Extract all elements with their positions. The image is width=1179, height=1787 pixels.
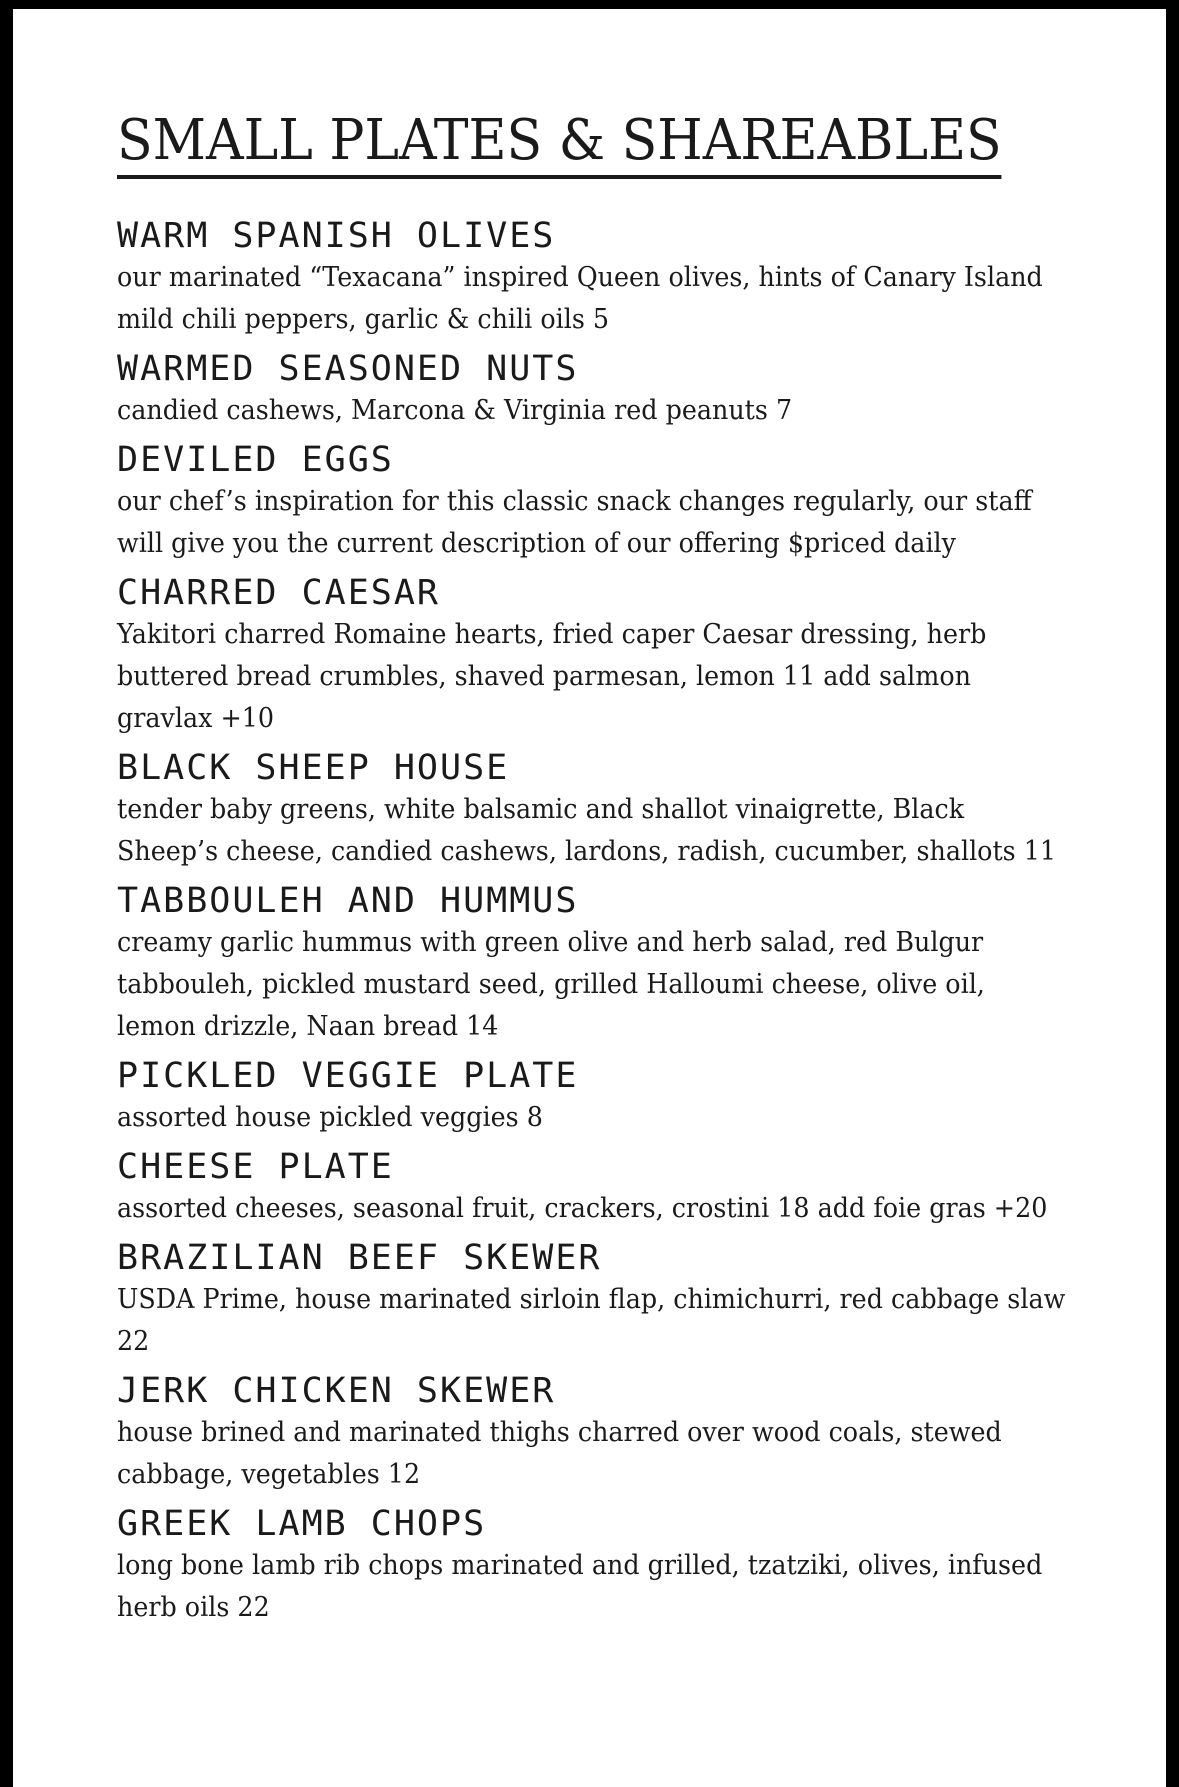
menu-item-description: creamy garlic hummus with green olive and herb salad, red Bulgur tabbouleh, pickled mustard seed, grilled Halloumi cheese, olive oil, lemon drizzle, Naan bread 14: [117, 927, 985, 1042]
menu-content: [117, 109, 1077, 1636]
menu-item: [117, 1237, 1077, 1363]
menu-item-description: Yakitori charred Romaine hearts, fried caper Caesar dressing, herb buttered bread crumbles, shaved parmesan, lemon 11 add salmon gravlax +10: [117, 619, 987, 734]
menu-item: [117, 1370, 1077, 1496]
menu-item: [117, 747, 1077, 873]
menu-item-name: CHEESE PLATE: [117, 1147, 394, 1187]
menu-item: [117, 880, 1077, 1048]
menu-item-description: long bone lamb rib chops marinated and grilled, tzatziki, olives, infused herb oils 22: [117, 1550, 1043, 1623]
menu-item-description: house brined and marinated thighs charred over wood coals, stewed cabbage, vegetables 12: [117, 1417, 1002, 1490]
menu-item-description: our chef’s inspiration for this classic snack changes regularly, our staff will give you the current description of our offering $priced daily: [117, 486, 1032, 559]
menu-item: [117, 572, 1077, 740]
menu-item: [117, 439, 1077, 565]
menu-item: [117, 1055, 1077, 1139]
menu-item-name: PICKLED VEGGIE PLATE: [117, 1056, 579, 1096]
menu-item-name: CHARRED CAESAR: [117, 573, 441, 613]
menu-item: [117, 348, 1077, 432]
menu-item-name: TABBOULEH AND HUMMUS: [117, 881, 579, 921]
menu-item-name: JERK CHICKEN SKEWER: [117, 1371, 556, 1411]
menu-item-description: assorted cheeses, seasonal fruit, crackers, crostini 18 add foie gras +20: [117, 1193, 1048, 1224]
menu-item-name: BRAZILIAN BEEF SKEWER: [117, 1238, 602, 1278]
menu-item-description: USDA Prime, house marinated sirloin flap, chimichurri, red cabbage slaw 22: [117, 1284, 1066, 1357]
menu-item-name: WARMED SEASONED NUTS: [117, 349, 579, 389]
menu-item-description: our marinated “Texacana” inspired Queen olives, hints of Canary Island mild chili peppers, garlic & chili oils 5: [117, 262, 1043, 335]
menu-item-name: GREEK LAMB CHOPS: [117, 1504, 487, 1544]
menu-item: [117, 215, 1077, 341]
menu-item: [117, 1503, 1077, 1629]
menu-item-name: BLACK SHEEP HOUSE: [117, 748, 510, 788]
menu-item: [117, 1146, 1077, 1230]
menu-item-description: assorted house pickled veggies 8: [117, 1102, 543, 1133]
menu-item-name: DEVILED EGGS: [117, 440, 394, 480]
menu-page: [13, 9, 1166, 1787]
menu-item-name: WARM SPANISH OLIVES: [117, 216, 556, 256]
menu-items: [117, 215, 1077, 1629]
menu-item-description: tender baby greens, white balsamic and shallot vinaigrette, Black Sheep’s cheese, candied cashews, lardons, radish, cucumber, shallots 11: [117, 794, 1057, 867]
menu-title: SMALL PLATES & SHAREABLES: [117, 109, 1002, 179]
menu-item-description: candied cashews, Marcona & Virginia red peanuts 7: [117, 395, 793, 426]
